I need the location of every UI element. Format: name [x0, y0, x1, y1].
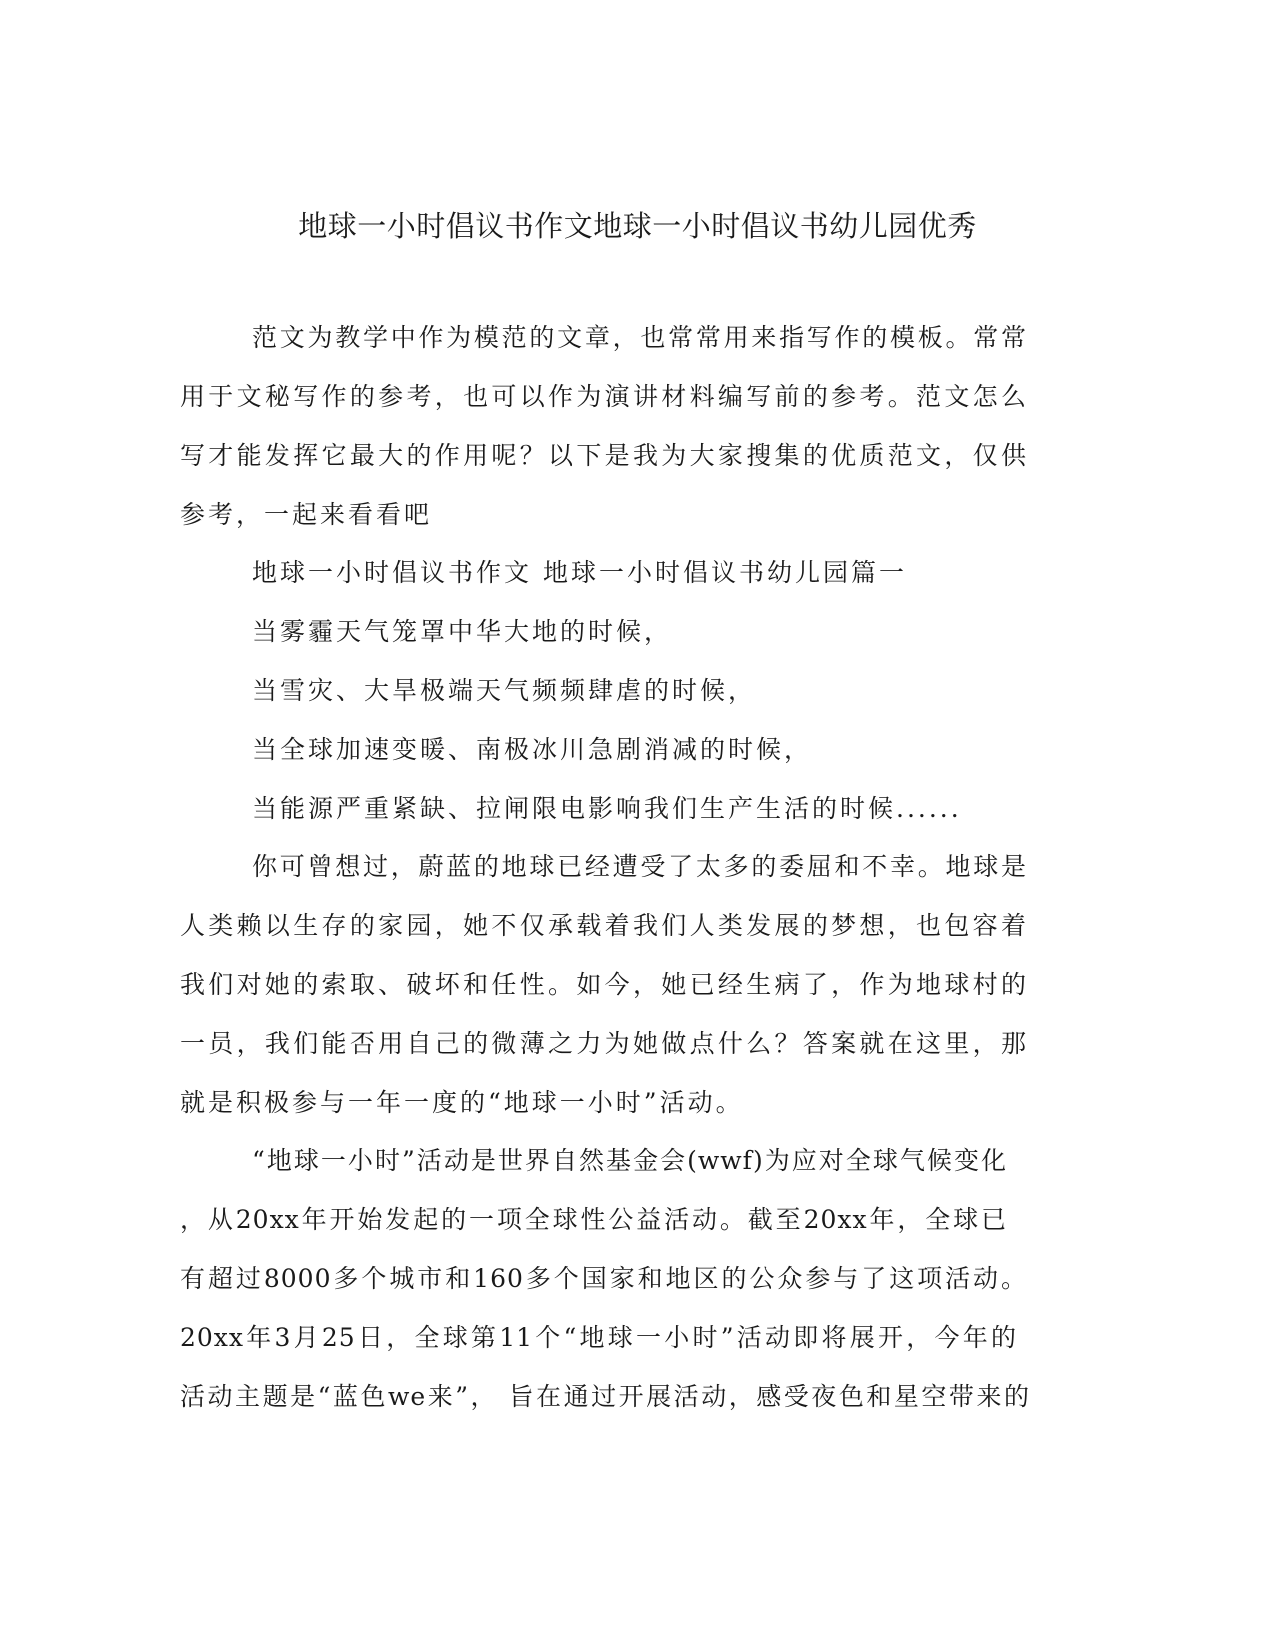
- paragraph-line: 写才能发挥它最大的作用呢？以下是我为大家搜集的优质范文，仅供: [180, 441, 1027, 470]
- paragraph-line: 活动主题是“蓝色we来”， 旨在通过开展活动，感受夜色和星空带来的: [180, 1382, 1030, 1411]
- paragraph-line: 当雾霾天气笼罩中华大地的时候，: [252, 617, 673, 646]
- paragraph-line: 我们对她的索取、破坏和任性。如今，她已经生病了，作为地球村的: [180, 970, 1027, 999]
- paragraph-line: 用于文秘写作的参考，也可以作为演讲材料编写前的参考。范文怎么: [180, 382, 1027, 411]
- paragraph-line: 当能源严重紧缺、拉闸限电影响我们生产生活的时候......: [252, 794, 962, 823]
- paragraph-line: 范文为教学中作为模范的文章，也常常用来指写作的模板。常常: [252, 323, 1027, 352]
- paragraph-line: 当雪灾、大旱极端天气频频肆虐的时候，: [252, 676, 757, 705]
- paragraph-line: 人类赖以生存的家园，她不仅承载着我们人类发展的梦想，也包容着: [180, 911, 1027, 940]
- paragraph-line: “地球一小时”活动是世界自然基金会(wwf)为应对全球气候变化: [252, 1146, 1007, 1175]
- section-heading: 地球一小时倡议书作文 地球一小时倡议书幼儿园篇一: [252, 558, 907, 587]
- paragraph-line: 一员，我们能否用自己的微薄之力为她做点什么？答案就在这里，那: [180, 1029, 1027, 1058]
- paragraph-line: ，从20xx年开始发起的一项全球性公益活动。截至20xx年，全球已: [180, 1205, 1007, 1234]
- paragraph-line: 就是积极参与一年一度的“地球一小时”活动。: [180, 1088, 744, 1117]
- paragraph-line: 当全球加速变暖、南极冰川急剧消减的时候，: [252, 735, 813, 764]
- paragraph-line: 20xx年3月25日，全球第11个“地球一小时”活动即将展开，今年的: [180, 1323, 1017, 1352]
- document-title: 地球一小时倡议书作文地球一小时倡议书幼儿园优秀: [298, 209, 977, 243]
- paragraph-line: 有超过8000多个城市和160多个国家和地区的公众参与了这项活动。: [180, 1264, 1027, 1293]
- paragraph-line: 参考，一起来看看吧: [180, 500, 433, 529]
- paragraph-line: 你可曾想过，蔚蓝的地球已经遭受了太多的委屈和不幸。地球是: [252, 852, 1027, 881]
